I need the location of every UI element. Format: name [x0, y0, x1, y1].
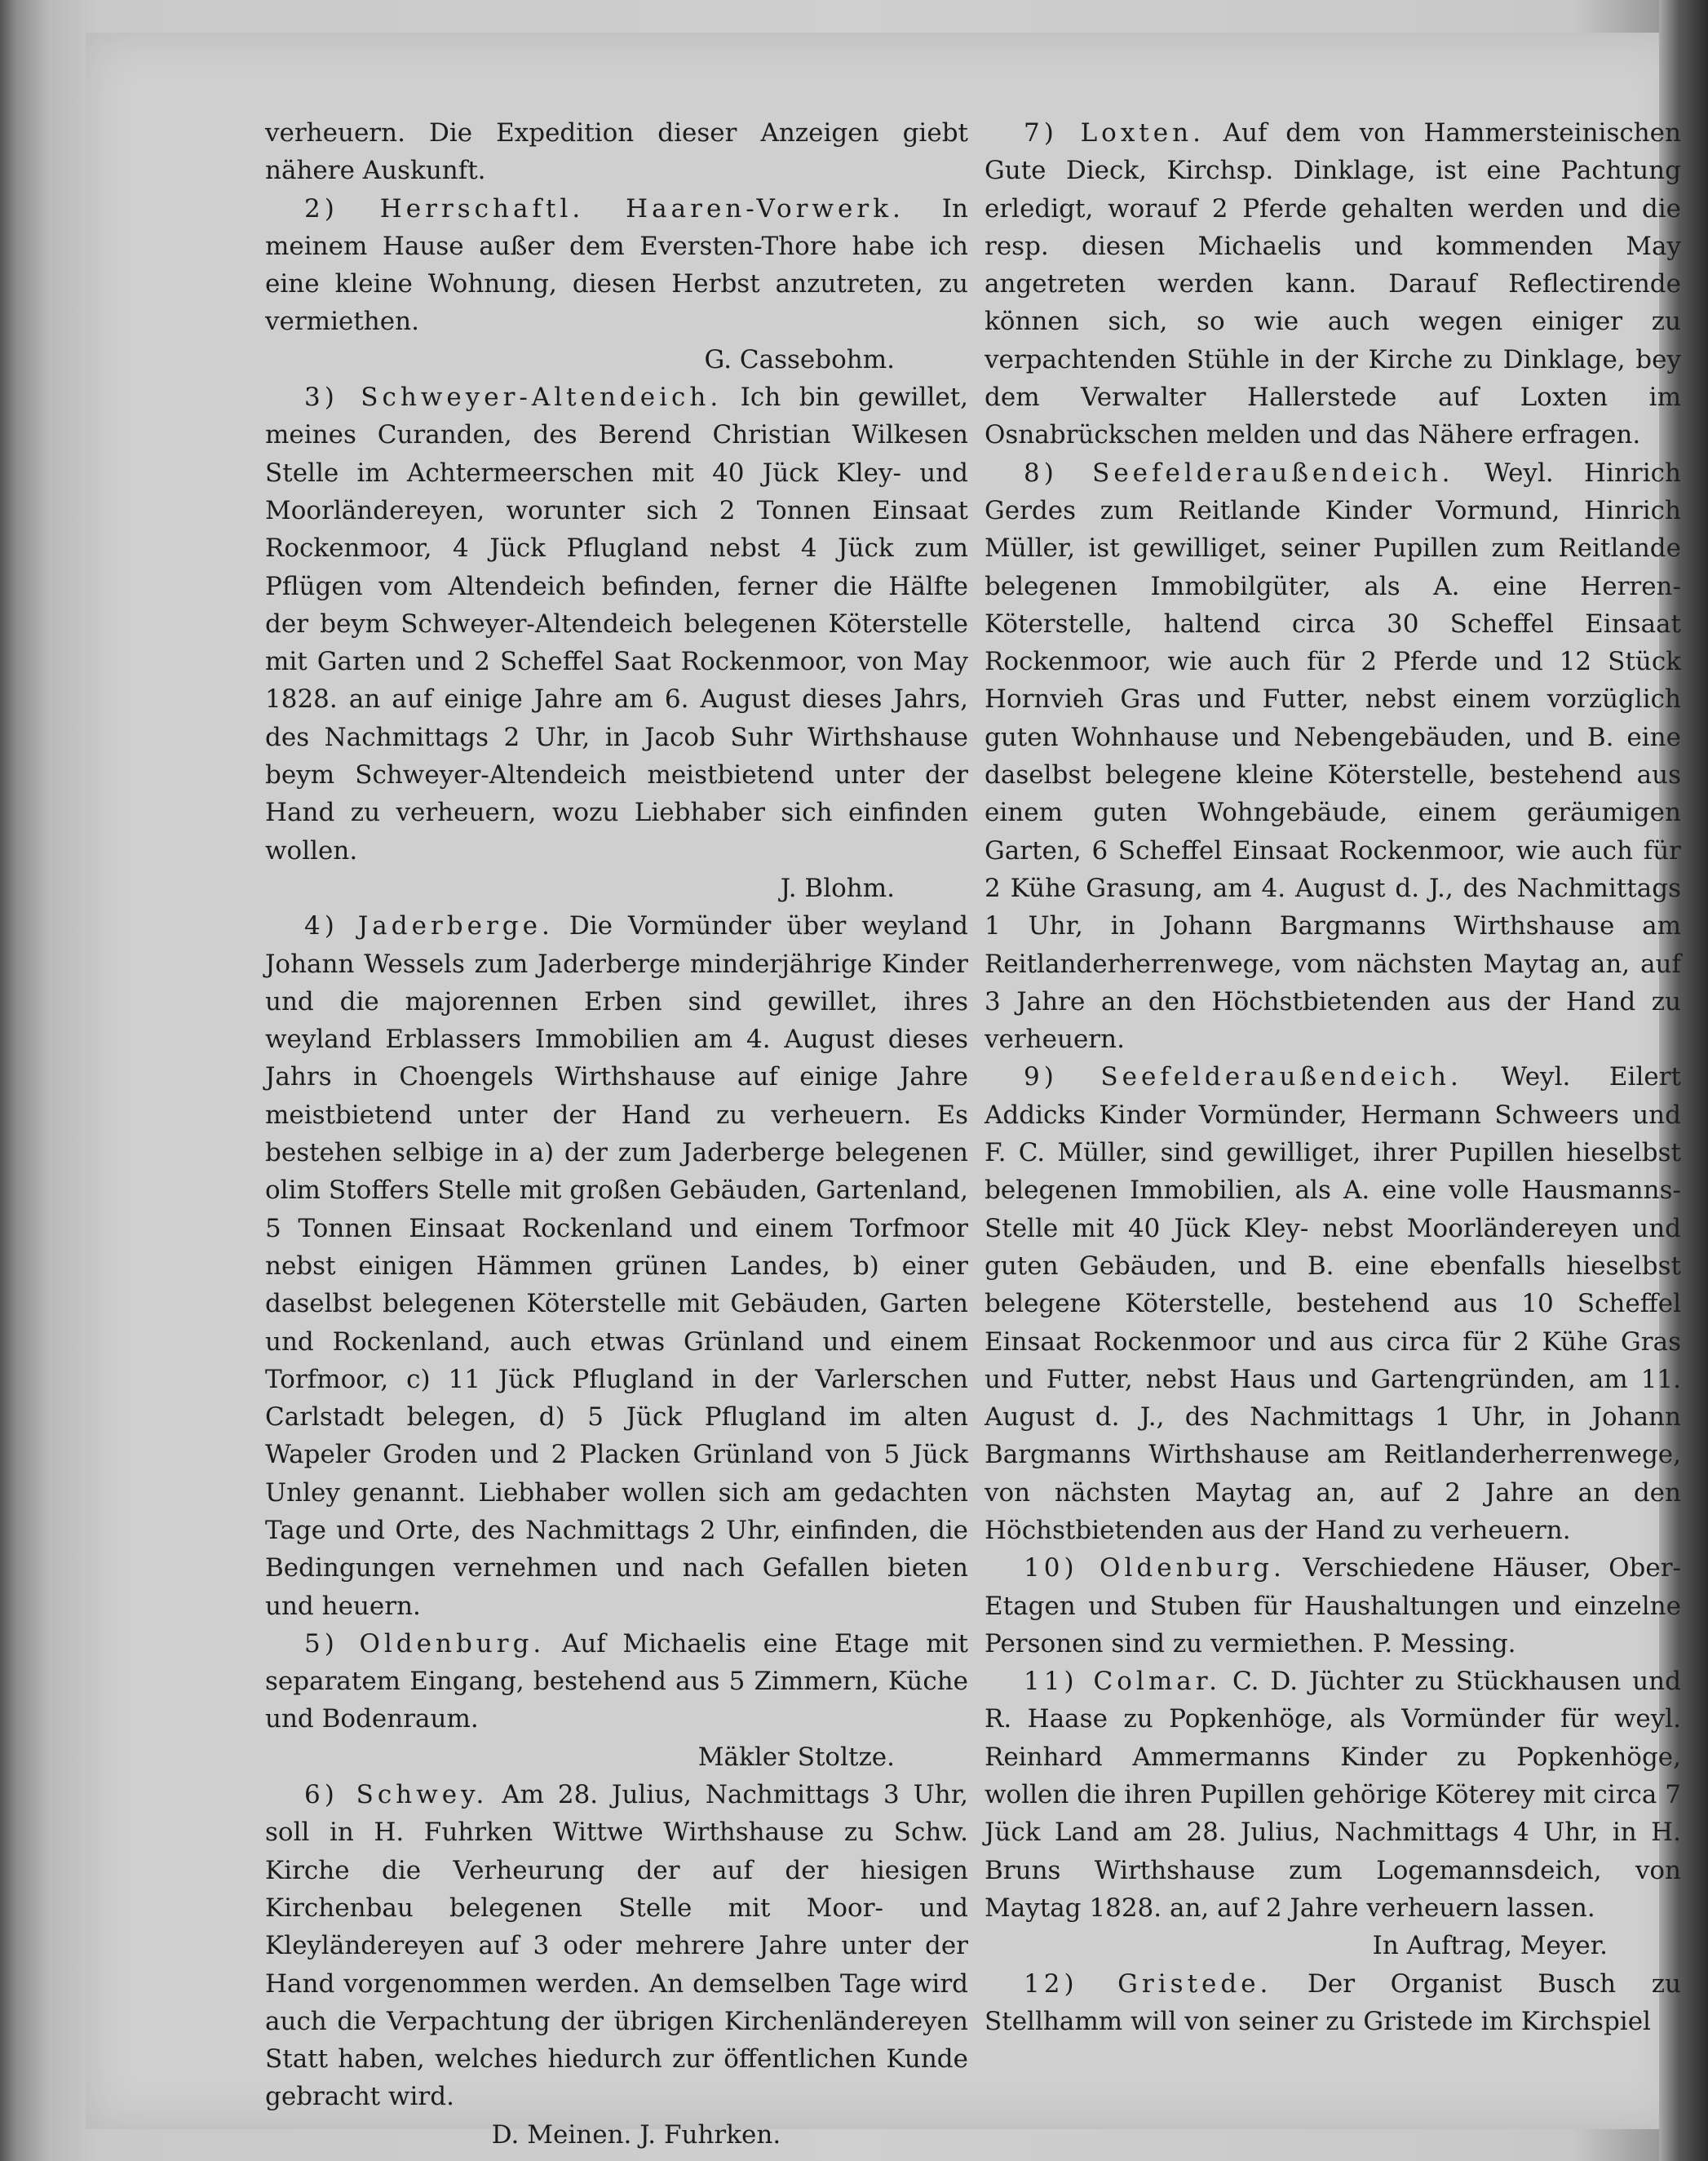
notice-signature: In Auftrag, Meyer. [1372, 1931, 1608, 1961]
notice-heading: 6) Schwey. [304, 1780, 489, 1810]
notice-heading: 3) Schweyer-Altendeich. [304, 383, 723, 413]
notice-7 [985, 114, 1681, 454]
notice-heading: 5) Oldenburg. [304, 1628, 546, 1658]
notice-heading: 12) Gristede. [1024, 1968, 1272, 1999]
notice-signature: D. Meinen. J. Fuhrken. [491, 2119, 781, 2150]
notice-signature: J. Blohm. [780, 873, 895, 903]
notice-text: Ich bin gewillet, meines Curanden, des Berend Christian Wilkesen Stelle im Achtermeerschen mit 40 Jück Kley- und Moorländereyen, worunter sich 2 Tonnen Einsaat Rockenmoor, 4 Jück Pflugland nebst 4 Jück zum Pflügen vom Altendeich befinden, ferner die Hälfte der beym Schweyer-Altendeich belegenen Köterstelle mit Garten und 2 Scheffel Saat Rockenmoor, von May 1828. an auf einige Jahre am 6. August dieses Jahrs, des Nachmittags 2 Uhr, in Jacob Suhr Wirthshause beym Schweyer-Altendeich meistbietend unter der Hand zu verheuern, wozu Liebhaber sich einfinden wollen. [265, 383, 969, 866]
notice-heading: 10) Oldenburg. [1024, 1553, 1285, 1583]
notice-12 [985, 1965, 1681, 2041]
notice-text: Verschiedene Häuser, Ober-Etagen und Stuben für Haushaltungen und einzelne Personen sind zu vermiethen. P. Messing. [985, 1553, 1681, 1658]
notice-heading: 8) Seefelderaußendeich. [1024, 458, 1454, 488]
notice-9 [985, 1058, 1681, 1549]
notice-4 [265, 907, 968, 1625]
notice-11 [985, 1663, 1681, 1964]
notice-text: Auf dem von Hammersteinischen Gute Dieck, Kirchsp. Dinklage, ist eine Pachtung erledigt, worauf 2 Pferde gehalten werden und die resp. diesen Michaelis und kommenden May angetreten werden kann. Darauf Reflectirende können sich, so wie auch wegen einiger zu verpachtenden Stühle in der Kirche zu Dinklage, bey dem Verwalter Hallerstede auf Loxten im Osnabrückschen melden und das Nähere erfragen. [985, 118, 1681, 450]
notice-heading: 4) Jaderberge. [304, 911, 554, 941]
notice-10 [985, 1549, 1681, 1663]
notice-5 [265, 1625, 968, 1776]
notice-signature: Mäkler Stoltze. [697, 1742, 895, 1772]
notice-heading: 7) Loxten. [1024, 118, 1205, 148]
notice-heading: 2) Herrschaftl. Haaren-Vorwerk. [304, 193, 905, 224]
notice-2 [265, 190, 968, 379]
left-column [265, 114, 968, 2154]
notice-8 [985, 454, 1681, 1059]
notice-text: Weyl. Eilert Addicks Kinder Vormünder, Hermann Schweers und F. C. Müller, sind gewilliget, ihrer Pupillen hieselbst belegenen Immobilien, als A. eine volle Hausmanns-Stelle mit 40 Jück Kley- nebst Moorländereyen und guten Gebäuden, und B. eine ebenfalls hieselbst belegene Köterstelle, bestehend aus 10 Scheffel Einsaat Rockenmoor und aus circa für 2 Kühe Gras und Futter, nebst Haus und Gartengründen, am 11. August d. J., des Nachmittags 1 Uhr, in Johann Bargmanns Wirthshause am Reitlanderherrenwege, von nächsten Maytag an, auf 2 Jahre an den Höchstbietenden aus der Hand zu verheuern. [985, 1062, 1681, 1545]
notice-text: Weyl. Hinrich Gerdes zum Reitlande Kinder Vormund, Hinrich Müller, ist gewilliget, seiner Pupillen zum Reitlande belegenen Immobilgüter, als A. eine Herren-Köterstelle, haltend circa 30 Scheffel Einsaat Rockenmoor, wie auch für 2 Pferde und 12 Stück Hornvieh Gras und Futter, nebst einem vorzüglich guten Wohnhause und Nebengebäuden, und B. eine daselbst belegene kleine Köterstelle, bestehend aus einem guten Wohngebäude, einem geräumigen Garten, 6 Scheffel Einsaat Rockenmoor, wie auch für 2 Kühe Grasung, am 4. August d. J., des Nachmittags 1 Uhr, in Johann Bargmanns Wirthshause am Reitlanderherrenwege, vom nächsten Maytag an, auf 3 Jahre an den Höchstbietenden aus der Hand zu verheuern. [985, 458, 1681, 1055]
notice-continuation [265, 114, 968, 190]
notice-signature: G. Cassebohm. [704, 344, 895, 374]
notice-heading: 11) Colmar. [1024, 1667, 1221, 1697]
notice-text: Die Vormünder über weyland Johann Wessels zum Jaderberge minderjährige Kinder und die majorennen Erben sind gewillet, ihres weyland Erblassers Immobilien am 4. August dieses Jahrs in Choengels Wirthshause auf einige Jahre meistbietend unter der Hand zu verheuern. Es bestehen selbige in a) der zum Jaderberge belegenen olim Stoffers Stelle mit großen Gebäuden, Gartenland, 5 Tonnen Einsaat Rockenland und einem Torfmoor nebst einigen Hämmen grünen Landes, b) einer daselbst belegenen Köterstelle mit Gebäuden, Garten und Rockenland, auch etwas Grünland und einem Torfmoor, c) 11 Jück Pflugland in der Varlerschen Carlstadt belegen, d) 5 Jück Pflugland im alten Wapeler Groden und 2 Placken Grünland von 5 Jück Unley genannt. Liebhaber wollen sich am gedachten Tage und Orte, des Nachmittags 2 Uhr, einfinden, die Bedingungen vernehmen und nach Gefallen bieten und heuern. [265, 911, 968, 1621]
notice-text: Der Organist Busch zu Stellhamm will von seiner zu Gristede im Kirchspiel [985, 1968, 1681, 2036]
notice-text: In meinem Hause außer dem Eversten-Thore habe ich eine kleine Wohnung, diesen Herbst anzutreten, zu vermiethen. [265, 193, 968, 337]
notice-heading: 9) Seefelderaußendeich. [1024, 1062, 1462, 1092]
notice-6 [265, 1776, 968, 2154]
notice-text: Am 28. Julius, Nachmittags 3 Uhr, soll in H. Fuhrken Wittwe Wirthshause zu Schw. Kirche die Verheurung der auf der hiesigen Kirchenbau belegenen Stelle mit Moor- und Kleyländereyen auf 3 oder mehrere Jahre unter der Hand vorgenommen werden. An demselben Tage wird auch die Verpachtung der übrigen Kirchenländereyen Statt haben, welches hiedurch zur öffentlichen Kunde gebracht wird. [265, 1780, 968, 2112]
right-column [985, 114, 1681, 2040]
notice-3 [265, 379, 968, 907]
notice-text: verheuern. Die Expedition dieser Anzeigen giebt nähere Auskunft. [265, 118, 968, 186]
notice-text: C. D. Jüchter zu Stückhausen und R. Haase zu Popkenhöge, als Vormünder für weyl. Reinhard Ammermanns Kinder zu Popkenhöge, wollen die ihren Pupillen gehörige Köterey mit circa 7 Jück Land am 28. Julius, Nachmittags 4 Uhr, in H. Bruns Wirthshause zum Logemannsdeich, von Maytag 1828. an, auf 2 Jahre verheuern lassen. [985, 1667, 1681, 1923]
notice-text: Auf Michaelis eine Etage mit separatem Eingang, bestehend aus 5 Zimmern, Küche und Bodenraum. [265, 1628, 968, 1734]
